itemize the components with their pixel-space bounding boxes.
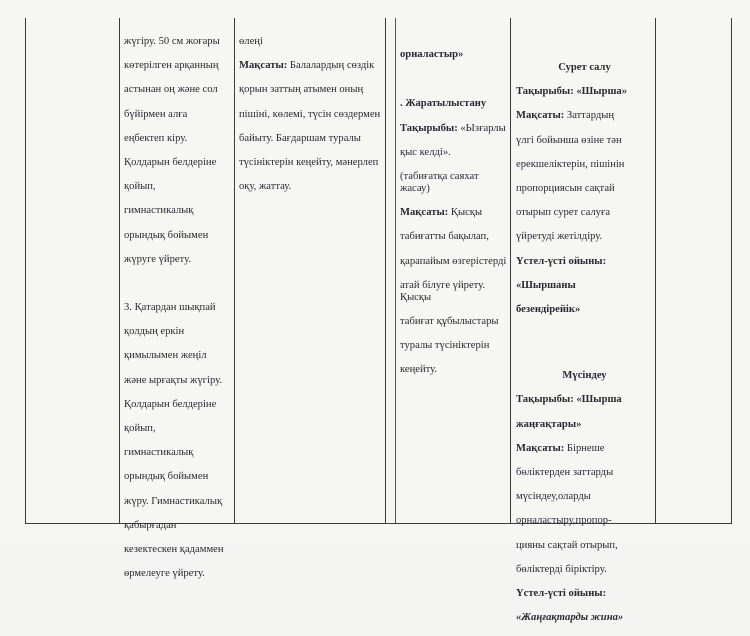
goal-line [516, 443, 653, 455]
text-line: жүгіру. 50 см жоғары [124, 36, 220, 48]
modeling-topic: жаңғақтары» [516, 418, 582, 430]
table-column-divider [385, 18, 386, 524]
goal-text: Бірнеше [564, 442, 605, 454]
text-line: гимнастикалық [124, 447, 194, 459]
text-line: қарапайым өзгерістерді [400, 255, 507, 267]
text-line: үлгі бойынша өзіне тән [516, 134, 622, 146]
text-line: қабырғадан [124, 519, 177, 531]
text-line: және ырғақты жүгіру. [124, 374, 222, 386]
table-column-divider [655, 18, 656, 524]
text-line: пропорциясын сақтай [516, 183, 615, 195]
goal-line [516, 110, 653, 122]
text-line: бөліктерді біріктіру. [516, 563, 607, 575]
goal-text: Заттардың [564, 110, 615, 122]
drawing-title: Сурет салу [558, 62, 611, 74]
nature-cell [400, 37, 508, 389]
text-line: орындық бойымен [124, 229, 209, 241]
text-line: үйретуді жетілдіру. [516, 231, 603, 243]
text-line: кезектескен қадаммен [124, 543, 224, 555]
text-line: түсініктерін кеңейту, мәнерлеп [239, 157, 379, 169]
text-line: 3. Қатардан шықпай [124, 302, 216, 314]
text-line: бөліктерден заттарды [516, 467, 614, 478]
table-border-right [731, 18, 732, 524]
physical-education-cell [124, 24, 232, 592]
text-line: жүру. Гимнастикалық [124, 495, 223, 507]
text-line: астынан оң және сол [124, 84, 218, 96]
text-line: мүсіндеу,оларды [516, 491, 591, 503]
text-line: өлеңі [239, 36, 263, 48]
drawing-topic: Тақырыбы: «Шырша» [516, 86, 628, 98]
text-line: пішіні, көлемі, түсін сөздермен [239, 108, 381, 120]
text-line: орындық бойымен [124, 471, 209, 483]
game-name: «Шыршаны [516, 279, 576, 291]
modeling-title: Мүсіндеу [562, 370, 607, 382]
table-column-divider [234, 18, 235, 524]
topic-text: «Ызғарлы [457, 122, 506, 134]
text-line: табиғат құбылыстары [400, 316, 499, 328]
section-title: . Жаратылыстану [400, 98, 487, 110]
modeling-topic: Тақырыбы: «Шырша [516, 394, 622, 406]
text-line: отырып сурет салуға [516, 207, 611, 219]
game-label: Үстел-үсті ойыны: [516, 255, 607, 267]
text-line: еңбектеп кіру. [124, 132, 188, 144]
goal-label: Мақсаты: [239, 60, 288, 72]
text-line: цияны сақтай отырып, [516, 539, 618, 551]
text-line: атай білуге үйрету. Қысқы [400, 279, 486, 303]
topic-label: Тақырыбы: [400, 122, 458, 134]
text-line: орналастыру,пропор- [516, 515, 612, 527]
goal-label: Мақсаты: [516, 442, 565, 454]
goal-label: Мақсаты: [400, 207, 449, 219]
table-column-divider [510, 18, 511, 524]
topic-line [400, 123, 508, 135]
text-line: Қолдарын белдеріне [124, 157, 217, 169]
text-line: ерекшеліктерін, пішінін [516, 158, 625, 170]
text-line: қыс келді». [400, 146, 451, 158]
text-line: қойып, [124, 423, 156, 434]
text-line: көтерілген арқанның [124, 60, 219, 72]
text-line: туралы түсініктерін [400, 340, 490, 352]
text-line: қорын заттың атымен оның [239, 84, 364, 96]
table-border-left [25, 18, 26, 524]
text-line: Қолдарын белдеріне [124, 398, 217, 410]
game-name: безендірейік» [516, 303, 581, 315]
text-line: бүйірмен алға [124, 108, 188, 120]
goal-label: Мақсаты: [516, 110, 565, 122]
goal-text: Балалардың сөздік [287, 60, 375, 72]
literature-cell [239, 24, 383, 205]
text-line: қолдың еркін [124, 326, 185, 338]
text-line: қойып, [124, 181, 156, 193]
table-column-divider [119, 18, 120, 524]
text-line: гимнастикалық [124, 205, 194, 217]
text-line: оқу, жаттау. [239, 181, 292, 193]
game-label: Үстел-үсті ойыны: [516, 587, 607, 599]
text-line: орналастыр» [400, 49, 464, 61]
game-name: «Жаңғақтарды жина» [516, 612, 624, 624]
text-line: кеңейту. [400, 364, 437, 376]
text-line: байыту. Бағдаршам туралы [239, 132, 361, 144]
goal-line [400, 207, 508, 219]
goal-text: Қысқы [448, 207, 483, 219]
text-line: (табиғатқа саяхат жасау) [400, 170, 479, 195]
goal-line [239, 60, 383, 72]
text-line: жүруге үйрету. [124, 253, 191, 265]
table-column-divider [395, 18, 396, 524]
text-line: қимылымен жеңіл [124, 350, 207, 362]
text-line: табиғатты бақылап, [400, 231, 489, 243]
text-line: өрмелеуге үйрету. [124, 568, 205, 580]
art-cell [516, 50, 653, 636]
